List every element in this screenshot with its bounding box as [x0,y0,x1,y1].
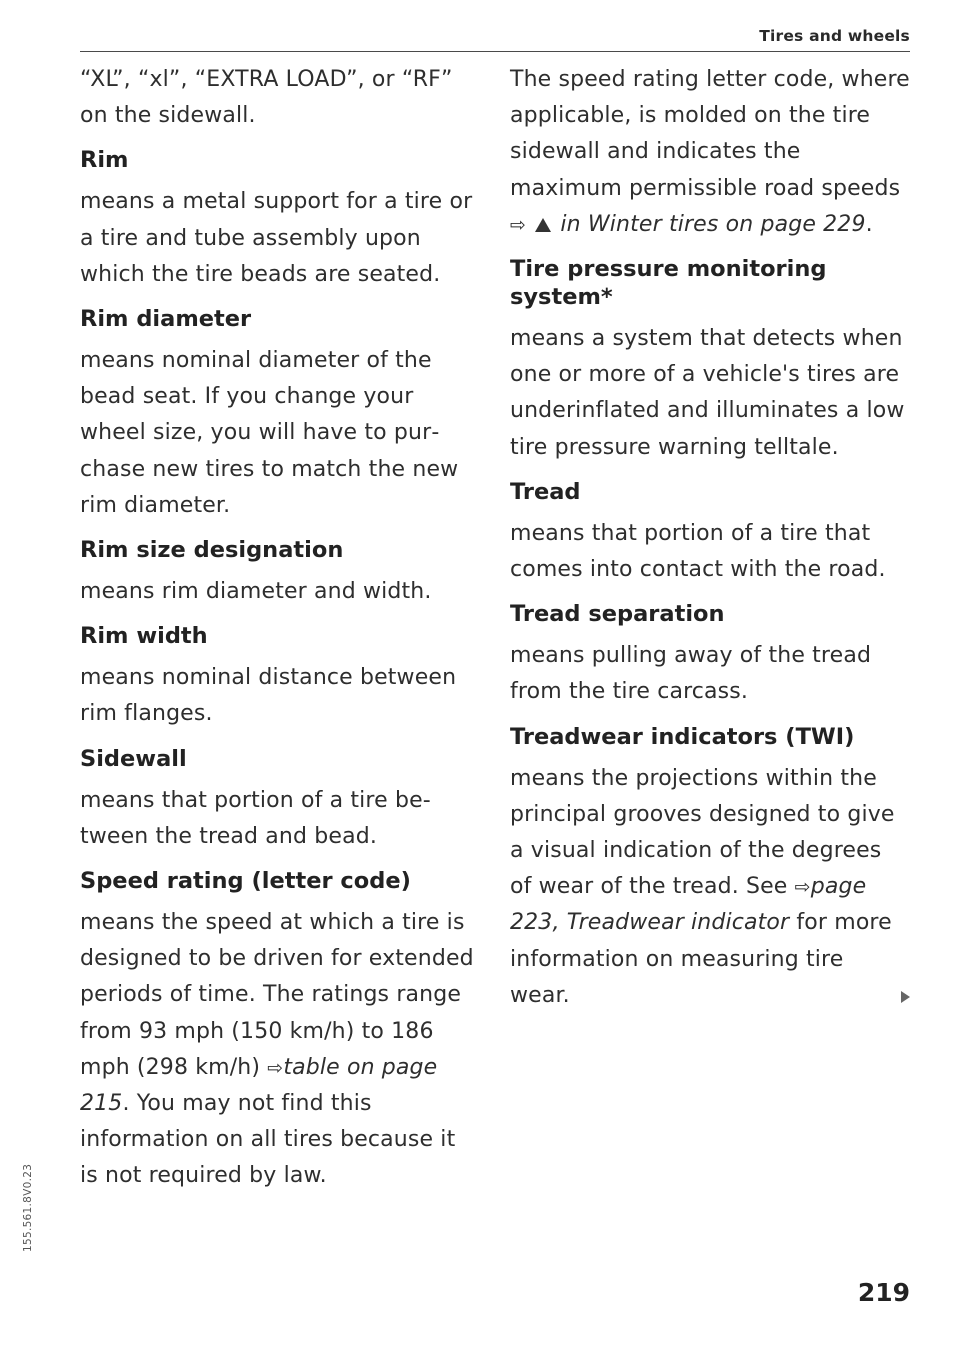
heading-rim-width: Rim width [80,623,208,650]
speed-code-text-a: The speed rating letter code, where applicable, is molded on the tire sidewall and indicates the maximum permissible road speeds [510,67,910,201]
heading-treadwear-indicators: Treadwear indicators (TWI) [510,723,855,750]
heading-speed-rating: Speed rating (letter code) [80,868,411,895]
speed-code-text-b: . [865,211,873,237]
heading-sidewall: Sidewall [80,745,187,772]
paragraph-tread-separation: means pulling away of the tread from the tire carcass. [510,643,872,705]
paragraph-rim-size-designation: means rim diameter and width. [80,579,432,605]
link-winter-tires-page-229[interactable]: in Winter tires on page 229 [560,211,866,237]
page-number: 219 [857,1278,910,1307]
paragraph-xl-note: “XL”, “xl”, “EXTRA LOAD”, or “RF” on the sidewall. [80,67,453,129]
left-column [80,62,480,1195]
paragraph-rim-width: means nominal distance between rim flanges. [80,665,457,727]
paragraph-tire-pressure-monitoring: means a system that detects when one or more of a vehicle's tires are underinflated and illuminates a low tire pressure warning telltale. [510,326,905,460]
side-code: 155.561.8V0.23 [22,1163,34,1252]
paragraph-tread: means that portion of a tire that comes into contact with the road. [510,520,886,583]
paragraph-speed-rating [80,905,480,1195]
heading-tread: Tread [510,478,581,505]
paragraph-sidewall: means that portion of a tire between the tread and bead. [80,787,431,849]
arrow-right-icon: ⇨ [510,213,527,236]
link-table-page-215[interactable]: table on page 215 [80,1054,438,1117]
speed-rating-text-b: . You may not find this information on all tires because it is not required by law. [80,1091,456,1189]
arrow-right-icon: ⇨ [267,1056,284,1079]
continue-arrow-icon [901,991,910,1003]
twi-text-a: means the projections within the principal grooves designed to give a visual indication of the degrees of wear of the tread. See [510,765,895,900]
paragraph-speed-code [510,62,910,243]
speed-rating-text-a: means the speed at which a tire is designed to be driven for extended periods of time. The ratings range from 93 mph (150 km/h) to 186 mph (298 km/h) [80,910,474,1080]
warning-triangle-icon [535,218,551,232]
right-column [510,62,910,1014]
paragraph-treadwear-indicators [510,761,910,1014]
heading-tread-separation: Tread separation [510,601,725,628]
link-treadwear-indicator-page-223[interactable]: page 223, Treadwear indicator [510,874,867,936]
header-rule [80,51,910,52]
heading-rim: Rim [80,147,129,174]
paragraph-rim-diameter: means nominal diameter of the bead seat. If you change your wheel size, you will have to purchase new tires to match the new rim diameter. [80,348,459,518]
arrow-right-icon: ⇨ [794,876,811,899]
heading-rim-diameter: Rim diameter [80,306,252,333]
heading-rim-size-designation: Rim size designation [80,537,344,564]
heading-tire-pressure-monitoring: Tire pressure monitoring system* [510,256,827,311]
paragraph-rim: means a metal support for a tire or a tire and tube assembly upon which the tire beads are seated. [80,189,473,287]
running-head: Tires and wheels [759,27,910,45]
twi-text-b: for more information on measuring tire wear. [510,910,892,1008]
